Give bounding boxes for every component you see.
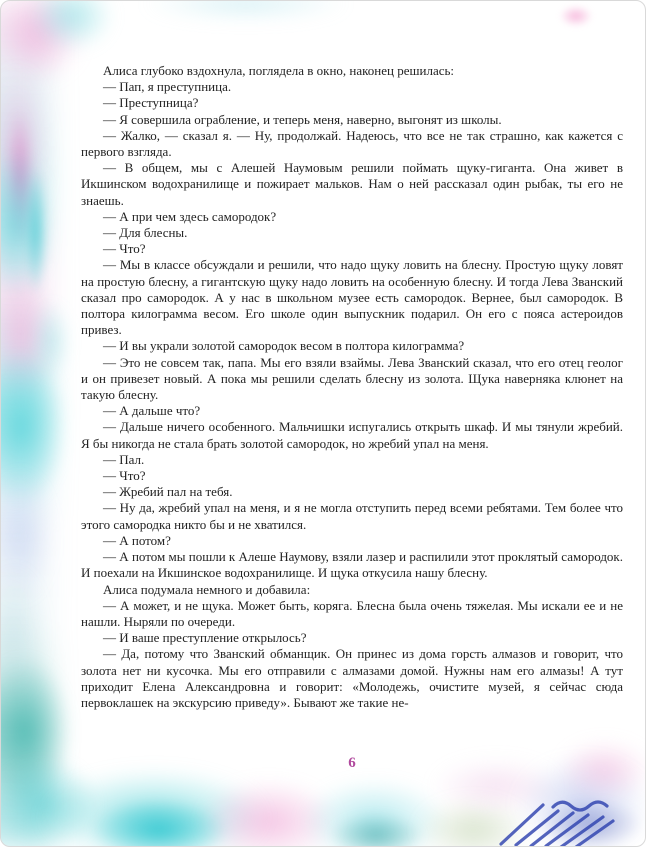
paragraph: — Пал.: [103, 451, 145, 467]
watercolor-blob-magenta-left: [7, 109, 33, 249]
paragraph: — Я совершила ограбление, и теперь меня, наверно, выгонят из школы.: [103, 111, 502, 127]
paragraph: — А потом мы пошли к Алеше Наумову, взяли лазер и распилили этот проклятый самородок. И поехали на Икшинское водохранилище. И щука откусила нашу блесну.: [81, 549, 623, 581]
paragraph: — Что?: [103, 468, 146, 484]
watercolor-blob-cyan-top-edge: [141, 0, 351, 21]
watercolor-blob-pink-left: [0, 67, 49, 237]
paragraph: — А может, и не щука. Может быть, коряга. Блесна была очень тяжелая. Мы искали ее и не нашли. Ныряли по очереди.: [81, 597, 623, 629]
watercolor-blob-periwinkle-left: [0, 471, 51, 601]
watercolor-blob-pink-bottom: [199, 779, 339, 847]
paragraph: — Это не совсем так, папа. Мы его взяли взаймы. Лева Званский сказал, что его отец геолог и он привезет новый. А пока мы решили сделать блесну из золота. Щука наверняка клюнет на такую блесну.: [81, 354, 623, 403]
paragraph: — Жалко, — сказал я. — Ну, продолжай. Надеюсь, что все не так страшно, как кажется с первого взгляда.: [81, 127, 623, 160]
watercolor-blob-cyan-left-mid: [0, 347, 67, 507]
paragraph: — Дальше ничего особенного. Мальчишки испугались открыть шкаф. И мы тянули жребий. Я бы никогда не стала брать золотой самородок, но жребий упал на меня.: [81, 419, 623, 451]
watercolor-blob-graycyan-left: [0, 566, 43, 701]
watercolor-blob-teal-bottom-mid: [329, 813, 424, 847]
watercolor-blob-cyan-streak-left: [25, 169, 47, 297]
paragraph: — Преступница?: [103, 95, 199, 111]
paragraph: — И вы украли золотой самородок весом в полтора килограмма?: [103, 338, 465, 354]
story-text: [81, 63, 623, 711]
watercolor-blob-pink-top-left: [0, 0, 84, 82]
watercolor-blob-turquoise-bottom-core: [89, 799, 229, 847]
watercolor-blob-cyan-top-left: [29, 0, 114, 51]
paragraph: — Ну да, жребий упал на меня, и я не могла отступить перед всеми ребятами. Тем более что этого самородка никто бы и не хватился.: [81, 500, 623, 532]
paragraph: — Мы в классе обсуждали и решили, что надо щуку ловить на блесну. Простую щуку ловят на простую блесну, а гигантскую щуку надо ловить на особенную блесну. И тогда Лева Званский сказал про самородок. А у нас в школьном музее есть самородок. Вернее, был самородок. В полтора килограмма весом. Его школе один выпускник подарил. Он его с пояса астероидов привез.: [81, 257, 623, 338]
paragraph: — А дальше что?: [103, 403, 201, 419]
watercolor-blob-pink-top-right: [559, 5, 593, 27]
watercolor-blob-turquoise-bottom: [39, 769, 269, 847]
paragraph: — А при чем здесь самородок?: [103, 208, 277, 224]
watercolor-blob-navy-bottom-right: [539, 799, 644, 847]
paragraph: — Жребий пал на тебя.: [103, 484, 233, 500]
paragraph: Алиса подумала немного и добавила:: [103, 581, 311, 597]
watercolor-blob-cyan-left-small: [31, 301, 71, 381]
paragraph: — В общем, мы с Алешей Наумовым решили поймать щуку-гиганта. Она живет в Икшинском водохранилище и пожирает мальков. Нам о ней рассказал один рыбак, ты его не знаешь.: [81, 160, 623, 208]
watercolor-blob-teal-left-lower: [0, 656, 72, 806]
paragraph: — Что?: [103, 241, 146, 257]
paragraph: Алиса глубоко вздохнула, поглядела в окно, наконец решилась:: [103, 63, 455, 78]
watercolor-left-edge-wash: [0, 1, 49, 847]
page-number: 6: [348, 755, 356, 771]
paragraph: — Для блесны.: [103, 225, 188, 241]
watercolor-blob-cyan-left-upper: [0, 149, 53, 299]
watercolor-blob-olive-bottom: [416, 799, 531, 847]
watercolor-blob-pink-left-mid: [0, 269, 53, 399]
paragraph: — А потом?: [103, 532, 171, 548]
paragraph: — Пап, я преступница.: [103, 79, 232, 95]
paragraph: — Да, потому что Званский обманщик. Он принес из дома горсть алмазов и говорит, что золота нет ни кусочка. Мы его отправили с алмазами домой. Нужны нам его алмазы! А тут приходит Елена Александровна и говорит: «Молодежь, очистите музей, я сейчас сюда первоклашек на экскурсию приведу». Бывают же такие не-: [81, 646, 623, 710]
watercolor-blob-cyan-bottom-mid: [299, 779, 449, 847]
paragraph: — И ваше преступление открылось?: [103, 630, 307, 646]
